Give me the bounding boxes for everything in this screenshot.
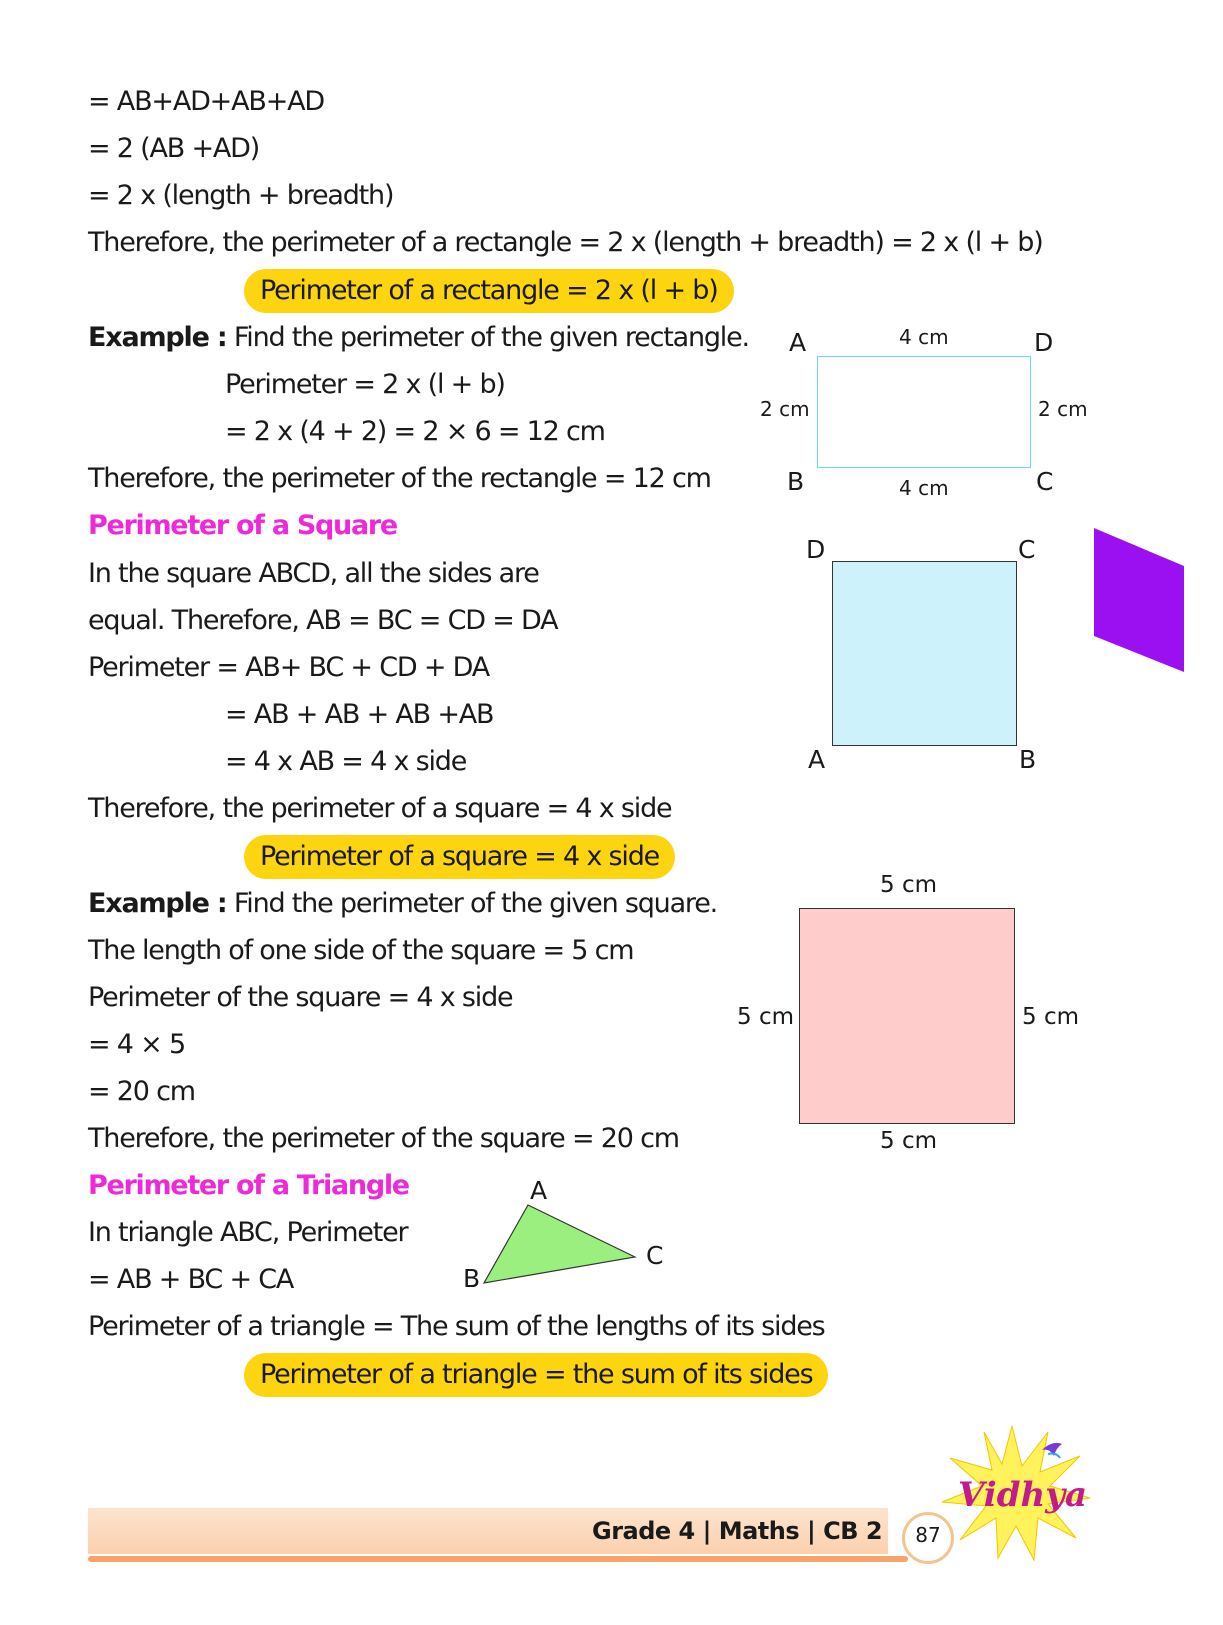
rect-vertex-c: C <box>1036 467 1054 496</box>
logo-wordmark: Vidhya <box>958 1475 1087 1515</box>
example-1-step-2: = 2 x (4 + 2) = 2 × 6 = 12 cm <box>225 416 605 447</box>
rect-vertex-b: B <box>787 467 805 496</box>
chapter-tab <box>1094 528 1184 672</box>
square-vertex-d: D <box>806 535 826 564</box>
triangle-vertex-b: B <box>463 1264 481 1293</box>
example-2-line-4: = 20 cm <box>88 1076 195 1107</box>
triangle-heading: Perimeter of a Triangle <box>88 1170 409 1201</box>
square-formula-highlight: Perimeter of a square = 4 x side <box>244 835 675 879</box>
example-2-answer: Therefore, the perimeter of the square = 20 cm <box>88 1123 679 1154</box>
square-line-2: equal. Therefore, AB = BC = CD = DA <box>88 605 558 636</box>
triangle-vertex-a: A <box>530 1176 548 1205</box>
square-vertex-c: C <box>1018 535 1036 564</box>
triangle-formula-highlight: Perimeter of a triangle = the sum of its sides <box>244 1353 828 1397</box>
square-5cm-top: 5 cm <box>880 872 937 898</box>
rect-vertex-a: A <box>789 328 807 357</box>
rect-bottom-length: 4 cm <box>899 476 949 500</box>
triangle-figure <box>470 1195 650 1295</box>
square-conclusion: Therefore, the perimeter of a square = 4 x side <box>88 793 672 824</box>
square-heading: Perimeter of a Square <box>88 510 397 541</box>
square-line-4: = AB + AB + AB +AB <box>225 699 494 730</box>
rect-left-breadth: 2 cm <box>760 397 810 421</box>
example-question: Find the perimeter of the given square. <box>226 888 718 919</box>
square-vertex-a: A <box>808 745 826 774</box>
rect-right-breadth: 2 cm <box>1038 397 1088 421</box>
footer-rule <box>88 1556 908 1562</box>
rectangle-figure <box>817 356 1031 468</box>
square-figure <box>832 561 1017 746</box>
square-5cm-figure <box>799 908 1015 1124</box>
square-line-5: = 4 x AB = 4 x side <box>225 746 467 777</box>
example-label: Example : <box>88 322 227 353</box>
rect-vertex-d: D <box>1034 328 1054 357</box>
square-5cm-right: 5 cm <box>1022 1004 1079 1030</box>
square-line-1: In the square ABCD, all the sides are <box>88 558 539 589</box>
square-5cm-bottom: 5 cm <box>880 1128 937 1154</box>
rectangle-conclusion: Therefore, the perimeter of a rectangle = 2 x (length + breadth) = 2 x (l + b) <box>88 227 1043 258</box>
example-label: Example : <box>88 888 227 919</box>
square-vertex-b: B <box>1019 745 1037 774</box>
example-1-answer: Therefore, the perimeter of the rectangle = 12 cm <box>88 463 711 494</box>
derivation-line-3: = 2 x (length + breadth) <box>88 180 394 211</box>
example-2 <box>88 886 717 922</box>
rectangle-formula-highlight: Perimeter of a rectangle = 2 x (l + b) <box>244 269 734 313</box>
square-5cm-left: 5 cm <box>737 1004 794 1030</box>
rect-top-length: 4 cm <box>899 325 949 349</box>
triangle-line-2: = AB + BC + CA <box>88 1264 294 1295</box>
example-1-step-1: Perimeter = 2 x (l + b) <box>225 369 505 400</box>
triangle-vertex-c: C <box>646 1241 664 1270</box>
example-2-line-3: = 4 × 5 <box>88 1029 185 1060</box>
square-line-3: Perimeter = AB+ BC + CD + DA <box>88 652 490 683</box>
triangle-line-1: In triangle ABC, Perimeter <box>88 1217 408 1248</box>
derivation-line-1: = AB+AD+AB+AD <box>88 86 324 117</box>
derivation-line-2: = 2 (AB +AD) <box>88 133 260 164</box>
example-1 <box>88 320 749 356</box>
page-number: 87 <box>915 1523 941 1547</box>
footer-book-info: Grade 4 | Maths | CB 2 <box>592 1517 883 1545</box>
triangle-definition: Perimeter of a triangle = The sum of the lengths of its sides <box>88 1311 825 1342</box>
example-question: Find the perimeter of the given rectangle. <box>226 322 749 353</box>
example-2-line-1: The length of one side of the square = 5 cm <box>88 935 634 966</box>
vidhya-logo <box>930 1418 1095 1568</box>
example-2-line-2: Perimeter of the square = 4 x side <box>88 982 513 1013</box>
